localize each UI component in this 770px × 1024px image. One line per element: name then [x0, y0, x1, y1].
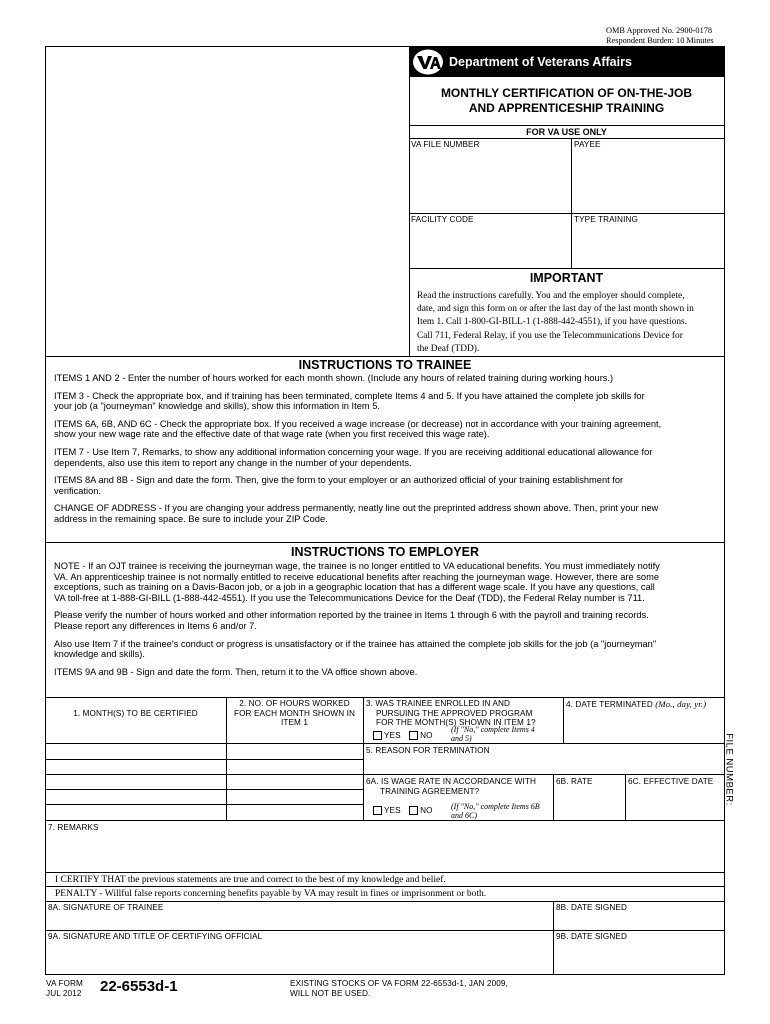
- important-title: IMPORTANT: [529, 271, 604, 285]
- q6a-no-label: NO: [420, 806, 433, 815]
- q6c-label: 6C. EFFECTIVE DATE: [628, 777, 714, 786]
- form-title: [409, 86, 724, 115]
- q6a-label: [366, 777, 536, 796]
- important-line: Read the instructions carefully. You and the employer should complete,: [417, 291, 685, 301]
- hours-header: [226, 699, 363, 728]
- important-line: Item 1. Call 1-800-GI-BILL-1 (1-888-442-4551), if you have questions.: [417, 317, 687, 328]
- sig8a-label: 8A. SIGNATURE OF TRAINEE: [48, 903, 164, 912]
- certify-statement: I CERTIFY THAT the previous statements are true and correct to the best of my knowledge and belief.: [55, 875, 446, 885]
- sig9b-label: 9B. DATE SIGNED: [556, 932, 627, 941]
- reason-for-termination-field[interactable]: [364, 756, 724, 774]
- employer-line: knowledge and skills).: [54, 649, 145, 660]
- month-field[interactable]: [46, 760, 226, 774]
- trainee-line: verification.: [54, 485, 102, 496]
- type-training-label: TYPE TRAINING: [574, 215, 638, 224]
- q6a-note-line: (If "No," complete Items 6B: [451, 802, 540, 811]
- q3-note: [451, 726, 535, 743]
- months-header: 1. MONTH(S) TO BE CERTIFIED: [73, 709, 198, 718]
- month-field[interactable]: [46, 805, 226, 819]
- q6a-note: [451, 803, 540, 820]
- date-terminated-field[interactable]: [564, 710, 724, 742]
- q5-rule: [363, 743, 725, 744]
- q3-line: 3. WAS TRAINEE ENROLLED IN AND: [366, 699, 511, 708]
- trainee-line: CHANGE OF ADDRESS - If you are changing your address permanently, neatly line out the preprinted address shown above. Then, print your new: [54, 503, 659, 514]
- facility-code-label: FACILITY CODE: [411, 215, 474, 224]
- form-number: 22-6553d-1: [100, 978, 178, 995]
- hours-field[interactable]: [227, 744, 363, 758]
- hours-header-line: FOR EACH MONTH SHOWN IN: [233, 708, 355, 718]
- hours-field[interactable]: [227, 790, 363, 804]
- month-field[interactable]: [46, 775, 226, 789]
- official-date-field[interactable]: [554, 943, 724, 974]
- footer-stocks: [290, 979, 508, 998]
- employer-line: Please report any differences in Items 6 and/or 7.: [54, 620, 257, 631]
- footer-form-label: [46, 979, 83, 998]
- respondent-burden: Respondent Burden: 10 Minutes: [606, 35, 714, 45]
- q6a-note-line: and 6C): [451, 810, 477, 820]
- footer-va-form: VA FORM: [46, 979, 83, 988]
- q3-answers: [373, 731, 433, 740]
- q4-text: 4. DATE TERMINATED: [566, 700, 653, 709]
- employer-line: Also use Item 7 if the trainee's conduct or progress is unsatisfactory or if the trainee has attained the complete job skills for the job (a "journeyman": [54, 638, 657, 649]
- q6a-yes-label: YES: [384, 806, 401, 815]
- hours-field[interactable]: [227, 760, 363, 774]
- trainee-title: INSTRUCTIONS TO TRAINEE: [298, 358, 472, 372]
- va-use-rule: [409, 138, 724, 139]
- trainee-line: your job (a "journeyman" knowledge and skills), show this information in Item 5.: [54, 401, 380, 412]
- sig9-rule: [45, 930, 725, 931]
- footer-stocks-line: EXISTING STOCKS OF VA FORM 22-6553d-1, JAN 2009,: [290, 979, 508, 988]
- trainee-line: ITEM 7 - Use Item 7, Remarks, to show any additional information concerning your wage. If you are receiving additional educational allowance for: [54, 446, 653, 457]
- q6a-line: TRAINING AGREEMENT?: [380, 786, 480, 796]
- trainee-line: dependents, also use this item to report any change in the number of your dependents.: [54, 457, 412, 468]
- q3-note-line: and 5): [451, 733, 472, 743]
- trainee-line: address in the remaining space. Be sure to include your ZIP Code.: [54, 513, 328, 524]
- employer-line: ITEMS 9A and 9B - Sign and date the form. Then, return it to the VA office shown above.: [54, 666, 418, 677]
- q3-line: PURSUING THE APPROVED PROGRAM: [376, 708, 533, 718]
- sig8-rule: [45, 901, 725, 902]
- remarks-label: 7. REMARKS: [48, 823, 99, 832]
- q6a-answers: [373, 806, 433, 815]
- q6-rule: [363, 774, 725, 775]
- q4-label: [566, 699, 706, 709]
- employer-line: VA toll-free at 1-888-GI-BILL (1-888-442-4551). If you use the Telecommunications Device for the Deaf (TDD), the Federal Relay number is 711.: [54, 592, 645, 603]
- employer-instructions: [54, 561, 724, 677]
- rate-field[interactable]: [554, 788, 624, 819]
- q3-label: [366, 699, 536, 728]
- payee-label: PAYEE: [574, 140, 601, 149]
- trainee-signature-field[interactable]: [46, 913, 552, 929]
- employer-line: VA. An apprenticeship trainee is not normally entitled to receive educational benefits after reaching the journeyman wage. However, there are some: [54, 571, 659, 582]
- official-signature-field[interactable]: [46, 943, 552, 974]
- q3-yes-label: YES: [384, 731, 401, 740]
- agency-name: Department of Veterans Affairs: [449, 55, 632, 69]
- important-line: date, and sign this form on or after the last day of the last month shown in: [417, 304, 694, 315]
- sig9a-label: 9A. SIGNATURE AND TITLE OF CERTIFYING OFFICIAL: [48, 932, 263, 941]
- va-use-top-rule: [409, 125, 724, 126]
- sig8b-label: 8B. DATE SIGNED: [556, 903, 627, 912]
- important-text: [417, 290, 721, 356]
- q3-yes-checkbox[interactable]: [373, 731, 382, 740]
- q3-line: FOR THE MONTH(S) SHOWN IN ITEM 1?: [376, 718, 536, 727]
- trainee-line: ITEMS 8A and 8B - Sign and date the form. Then, give the form to your employer or an authorized official of your training establishment for: [54, 475, 624, 486]
- form-title-line1: MONTHLY CERTIFICATION OF ON-THE-JOB: [440, 86, 693, 100]
- remarks-field[interactable]: [46, 834, 724, 871]
- omb-number: OMB Approved No. 2900-0178: [606, 26, 713, 35]
- penalty-statement: PENALTY - Willful false reports concerning benefits payable by VA may result in fines or imprisonment or both.: [55, 889, 487, 899]
- hours-field[interactable]: [227, 775, 363, 789]
- employer-para: [54, 610, 724, 631]
- q3-no-checkbox[interactable]: [409, 731, 418, 740]
- va-use-divider: [571, 138, 572, 269]
- header-divider: [409, 47, 410, 356]
- trainee-para: [54, 475, 724, 496]
- employer-line: Please verify the number of hours worked and other information reported by the trainee in Items 1 through 6 with the payroll and training records.: [54, 610, 649, 621]
- q6a-line: 6A. IS WAGE RATE IN ACCORDANCE WITH: [366, 777, 536, 786]
- trainee-date-field[interactable]: [554, 913, 724, 929]
- employer-para: [54, 561, 724, 603]
- penalty-rule: [45, 886, 725, 887]
- hours-header-line: 2. NO. OF HOURS WORKED: [239, 699, 350, 708]
- q5-label: 5. REASON FOR TERMINATION: [366, 746, 490, 755]
- trainee-para: [54, 447, 724, 468]
- effective-date-field[interactable]: [626, 788, 724, 819]
- form-title-line2: AND APPRENTICESHIP TRAINING: [468, 100, 665, 115]
- month-field[interactable]: [46, 744, 226, 758]
- hours-field[interactable]: [227, 805, 363, 819]
- omb-block: [606, 26, 714, 45]
- important-line: the Deaf (TDD).: [417, 343, 480, 354]
- trainee-line: ITEMS 1 AND 2 - Enter the number of hours worked for each month shown. (Include any hours of related training during working hours.): [54, 373, 614, 383]
- trainee-line: ITEM 3 - Check the appropriate box, and if training has been terminated, complete Items 4 and 5. If you have attained the complete job skills for: [54, 390, 645, 401]
- table-top-rule: [45, 697, 725, 698]
- certify-rule: [45, 872, 725, 873]
- va-use-bottom-rule: [409, 268, 724, 269]
- trainee-line: ITEMS 6A, 6B, AND 6C - Check the appropriate box. If you received a wage increase (or decrease) not in accordance with your training agreement,: [54, 418, 662, 429]
- employer-para: [54, 667, 724, 678]
- trainee-instructions: [54, 373, 724, 525]
- trainee-rule: [45, 356, 725, 357]
- va-file-number-label: VA FILE NUMBER: [411, 140, 480, 149]
- footer-stocks-line: WILL NOT BE USED.: [290, 988, 371, 998]
- employer-title: INSTRUCTIONS TO EMPLOYER: [291, 545, 479, 559]
- month-field[interactable]: [46, 790, 226, 804]
- trainee-para: [54, 373, 724, 384]
- va-use-title: FOR VA USE ONLY: [526, 127, 607, 137]
- employer-para: [54, 639, 724, 660]
- file-number-side-label: FILE NUMBER:: [723, 733, 735, 806]
- trainee-para: [54, 391, 724, 412]
- q4-note: (Mo., day, yr.): [655, 699, 707, 709]
- trainee-para: [54, 503, 724, 524]
- q3-no-label: NO: [420, 731, 433, 740]
- hours-header-line: ITEM 1: [281, 718, 308, 727]
- employer-line: NOTE - If an OJT trainee is receiving the journeyman wage, the trainee is no longer entitled to VA educational benefits. You must immediately notify: [54, 561, 660, 571]
- q6b-label: 6B. RATE: [556, 777, 593, 786]
- remarks-rule: [45, 820, 725, 821]
- q6a-no-checkbox[interactable]: [409, 806, 418, 815]
- agency-bar: [409, 47, 724, 77]
- va-use-mid-rule: [409, 213, 724, 214]
- important-line: Call 711, Federal Relay, if you use the Telecommunications Device for: [417, 330, 683, 341]
- va-seal-icon: [411, 48, 445, 76]
- q3-note-line: (If "No," complete Items 4: [451, 725, 535, 734]
- footer-date: JUL 2012: [46, 988, 82, 998]
- employer-line: exceptions, such as training on a Davis-Bacon job, or a job in a geographic location that has a different wage scale. If you have any questions, call: [54, 582, 655, 593]
- q6a-yes-checkbox[interactable]: [373, 806, 382, 815]
- employer-rule: [45, 542, 725, 543]
- trainee-line: show your new wage rate and the effective date of that wage rate (when you first received this wage rate).: [54, 429, 490, 440]
- trainee-para: [54, 419, 724, 440]
